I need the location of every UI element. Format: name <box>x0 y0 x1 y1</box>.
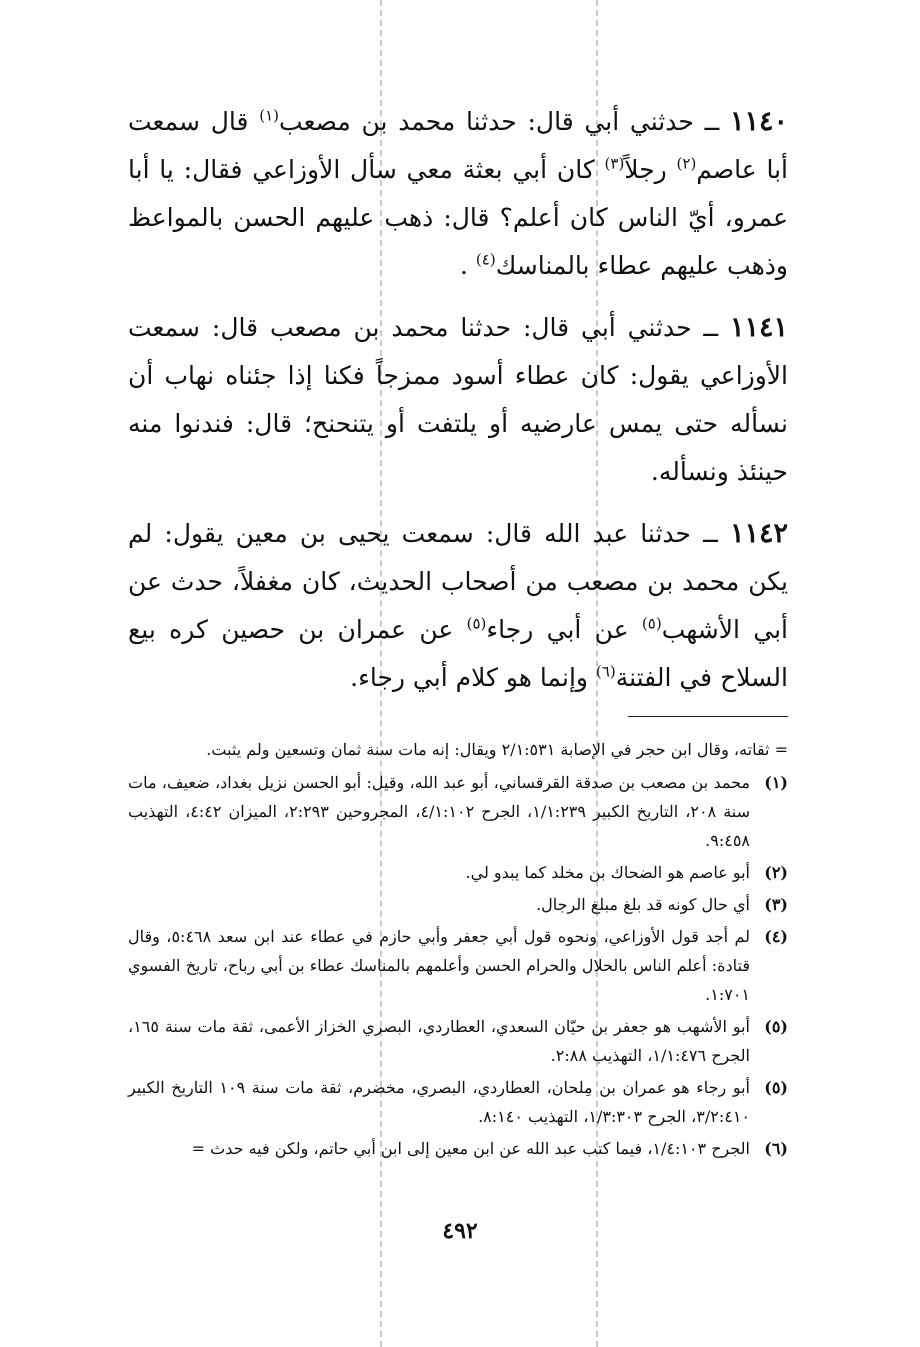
text-segment: كان أبي بعثة معي سأل الأوزاعي فقال: يا أبا عمرو، أيّ الناس كان أعلم؟ قال: ذهب عليهم الحسن بالمواعظ وذهب عليهم عطاء بالمناسك <box>128 155 788 280</box>
footnote-ref[interactable]: (٦) <box>595 662 616 681</box>
footnote-number: (٤) <box>764 927 788 946</box>
text-segment: . <box>460 251 476 280</box>
footnote-text: أي حال كونه قد بلغ مبلغ الرجال. <box>536 895 750 914</box>
text-segment: رجلاً <box>624 155 677 184</box>
footnote-item <box>128 1134 788 1163</box>
text-segment: عن أبي رجاء <box>486 615 642 644</box>
hadith-1142 <box>128 510 788 702</box>
footnote-ref[interactable]: (٥) <box>641 614 662 633</box>
footnote-text: محمد بن مصعب بن صدقة القرقساني، أبو عبد الله، وقيل: أبو الحسن نزيل بغداد، ضعيف، مات سنة ٢٠٨، التاريخ الكبير ١/١:٢٣٩، الجرح ٤/١:١٠٢، المجروحين ٢:٢٩٣، الميزان ٤:٤٢، التهذيب ٩:٤٥٨. <box>128 773 751 850</box>
text-segment: ــ حدثني أبي قال: حدثنا محمد بن مصعب <box>279 107 720 136</box>
main-text <box>128 98 788 702</box>
footnote-text: أبو الأشهب هو جعفر بن حيّان السعدي، العطاردي، البصري الخزاز الأعمى، ثقة مات سنة ١٦٥، الجرح ١/١:٤٧٦، التهذيب ٢:٨٨. <box>128 1017 751 1065</box>
footnote-number: (٥) <box>764 1017 788 1036</box>
hadith-number: ١١٤٢ <box>730 518 789 549</box>
page-number: ٤٩٢ <box>442 1218 478 1244</box>
footnote-number: (٥) <box>764 1078 788 1097</box>
footnote-text: أبو عاصم هو الضحاك بن مخلد كما يبدو لي. <box>465 863 750 882</box>
footnote-text: الجرح ١/٤:١٠٣، فيما كتب عبد الله عن ابن معين إلى ابن أبي حاتم، ولكن فيه حدث = <box>191 1139 750 1158</box>
footnote-text: لم أجد قول الأوزاعي، ونحوه قول أبي جعفر وأبي حازم في عطاء عند ابن سعد ٥:٤٦٨، وقال قتادة: أعلم الناس بالحلال والحرام الحسن وأعلمهم بالمناسك عطاء بن أبي رباح، تاريخ الفسوي ١:٧٠١. <box>128 927 750 1004</box>
footnote-ref[interactable]: (٢) <box>676 154 697 173</box>
footnote-number: (٢) <box>764 863 788 882</box>
footnote-item <box>128 890 788 919</box>
text-segment: ــ حدثنا عبد الله قال: سمعت يحيى بن معين يقول: لم يكن محمد بن مصعب من أصحاب الحديث، كان مغفلاً، حدث عن أبي الأشهب <box>128 519 788 644</box>
hadith-number: ١١٤١ <box>729 312 788 343</box>
footnote-separator <box>628 716 788 717</box>
footnote-item <box>128 768 788 855</box>
text-segment: قال سمعت أبا عاصم <box>128 107 788 184</box>
hadith-1140 <box>128 98 788 290</box>
footnote-ref[interactable]: (٤) <box>475 250 496 269</box>
text-segment: عن عمران بن حصين كره بيع السلاح في الفتنة <box>128 615 788 692</box>
footnote-text: أبو رجاء هو عمران بن مِلحان، العطاردي، البصري، مخضرم، ثقة مات سنة ١٠٩ التاريخ الكبير ٣/٢:٤١٠، الجرح ١/٣:٣٠٣، التهذيب ٨:١٤٠. <box>128 1078 750 1126</box>
hadith-number: ١١٤٠ <box>730 106 789 137</box>
footnote-item <box>128 922 788 1009</box>
footnote-continuation: = ثقاته، وقال ابن حجر في الإصابة ٢/١:٥٣١ ويقال: إنه مات سنة ثمان وتسعين ولم يثبت. <box>206 740 788 759</box>
text-segment: ــ حدثني أبي قال: حدثنا محمد بن مصعب قال: سمعت الأوزاعي يقول: كان عطاء أسود ممزجاً فكنا إذا جئناه نهاب أن نسأله حتى يمس عارضيه أو يلتفت أو يتنحنح؛ قال: فندنوا منه حينئذ ونسأله. <box>128 313 788 486</box>
footnote-item <box>128 1073 788 1131</box>
footnote-ref[interactable]: (١) <box>259 106 280 125</box>
footnote-number: (١) <box>764 773 788 792</box>
footnote-item <box>128 858 788 887</box>
footnote-ref[interactable]: (٣) <box>604 154 625 173</box>
text-segment: وإنما هو كلام أبي رجاء. <box>350 663 596 692</box>
footnote-ref[interactable]: (٥) <box>466 614 487 633</box>
footnote-number: (٣) <box>764 895 788 914</box>
page-content <box>128 98 788 1166</box>
hadith-1141 <box>128 304 788 496</box>
footnote-item <box>128 1012 788 1070</box>
footnotes <box>128 735 788 1163</box>
footnote-number: (٦) <box>764 1139 788 1158</box>
